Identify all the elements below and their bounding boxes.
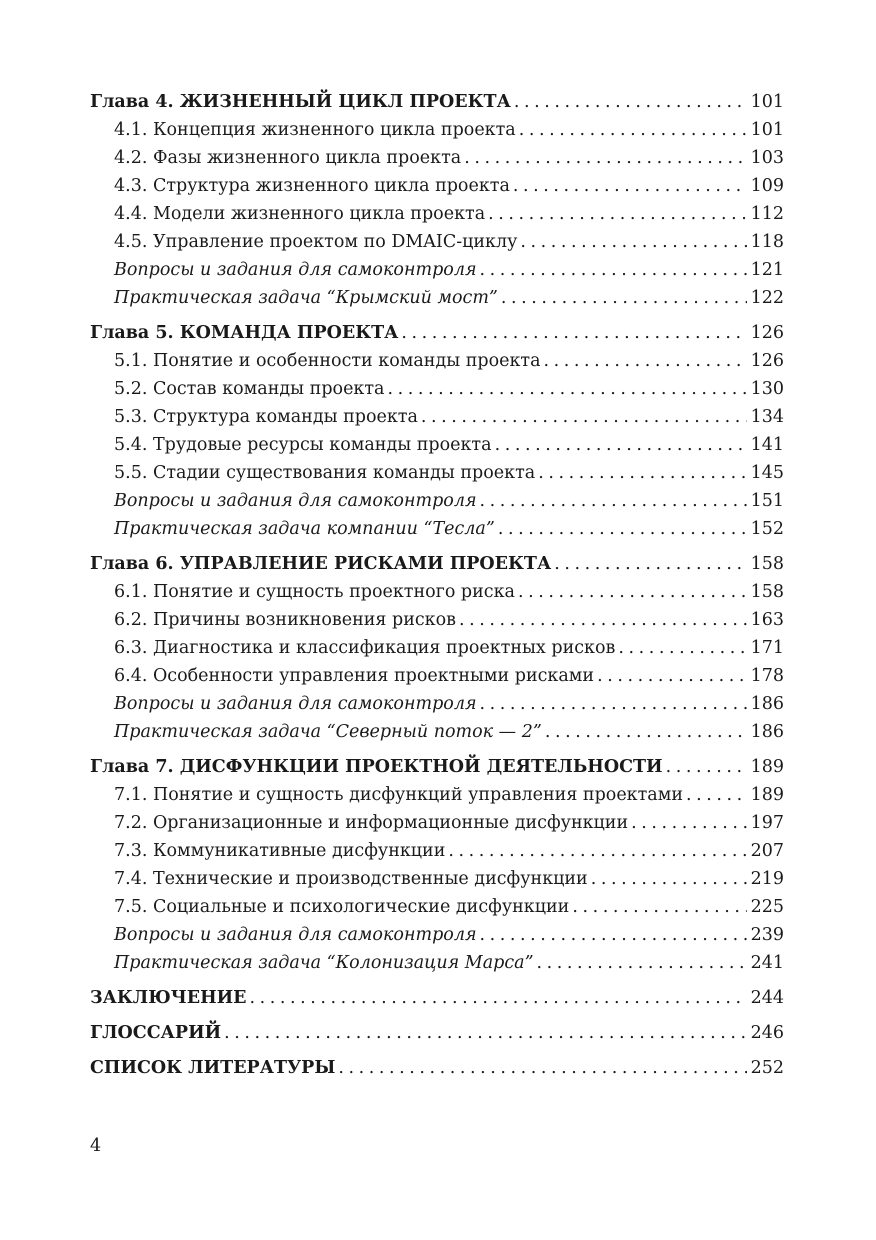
toc-section-entry [90,662,784,690]
toc-entry-title: Вопросы и задания для самоконтроля [114,491,477,511]
dot-leader [518,578,747,606]
toc-exercise-entry [90,921,784,949]
dot-leader [480,487,747,515]
toc-entry-title: Вопросы и задания для самоконтроля [114,260,477,280]
dot-leader [666,753,747,781]
toc-entry-title: 4.2. Фазы жизненного цикла проекта [114,148,462,168]
dot-leader [498,515,747,543]
dot-leader [459,606,747,634]
toc-section-entry [90,403,784,431]
toc-section-entry [90,837,784,865]
toc-entry-title: Глава 4. ЖИЗНЕННЫЙ ЦИКЛ ПРОЕКТА [90,92,511,112]
toc-entry-page: 197 [750,813,784,833]
toc-entry-page: 189 [750,757,784,777]
toc-entry-page: 178 [750,666,784,686]
toc-entry-title: 5.1. Понятие и особенности команды проекта [114,351,541,371]
toc-exercise-entry [90,256,784,284]
toc-entry-page: 241 [750,953,784,973]
toc-entry-title: 4.3. Структура жизненного цикла проекта [114,176,510,196]
toc-section-entry [90,459,784,487]
toc-entry-page: 112 [750,204,784,224]
toc-section-entry [90,347,784,375]
dot-leader [618,634,747,662]
toc-section-entry [90,578,784,606]
dot-leader [421,403,747,431]
toc-exercise-entry [90,949,784,977]
toc-entry-page: 118 [750,232,784,252]
toc-entry-title: 5.3. Структура команды проекта [114,407,418,427]
toc-entry-page: 122 [750,288,784,308]
toc-entry-title: 6.2. Причины возникновения рисков [114,610,457,630]
toc-entry-page: 134 [750,407,784,427]
toc-entry-page: 163 [750,610,784,630]
toc-entry-page: 126 [750,323,784,343]
toc-exercise-entry [90,284,784,312]
dot-leader [537,949,747,977]
toc-entry-title: 4.1. Концепция жизненного цикла проекта [114,120,516,140]
dot-leader [250,984,747,1012]
dot-leader [464,144,747,172]
toc-entry-page: 225 [750,897,784,917]
toc-section-entry [90,144,784,172]
toc-entry-page: 152 [750,519,784,539]
toc-backmatter-entry [90,1054,784,1082]
toc-section-entry [90,200,784,228]
dot-leader [572,893,747,921]
toc-entry-title: 7.3. Коммуникативные дисфункции [114,841,446,861]
toc-entry-page: 121 [750,260,784,280]
toc-section-entry [90,893,784,921]
toc-entry-title: 5.4. Трудовые ресурсы команды проекта [114,435,492,455]
dot-leader [513,172,747,200]
toc-entry-title: 7.1. Понятие и сущность дисфункций управления проектами [114,785,684,805]
toc-entry-page: 126 [750,351,784,371]
toc-exercise-entry [90,718,784,746]
toc-entry-title: 7.5. Социальные и психологические дисфункции [114,897,570,917]
toc-entry-title: Практическая задача “Северный поток — 2” [114,722,542,742]
dot-leader [631,809,747,837]
toc-backmatter-entry [90,1019,784,1047]
toc-entry-title: 6.1. Понятие и сущность проектного риска [114,582,515,602]
dot-leader [224,1019,747,1047]
toc-entry-page: 103 [750,148,784,168]
toc-entry-page: 101 [750,120,784,140]
dot-leader [338,1054,747,1082]
toc-section-entry [90,865,784,893]
toc-entry-title: 6.3. Диагностика и классификация проектных рисков [114,638,616,658]
table-of-contents [90,88,784,1082]
toc-chapter-entry [90,88,784,116]
toc-chapter-entry [90,319,784,347]
toc-entry-title: ГЛОССАРИЙ [90,1023,222,1043]
toc-chapter-entry [90,550,784,578]
toc-chapter-entry [90,753,784,781]
toc-section-entry [90,809,784,837]
toc-entry-title: 5.2. Состав команды проекта [114,379,385,399]
toc-entry-page: 219 [750,869,784,889]
dot-leader [448,837,747,865]
dot-leader [686,781,747,809]
toc-entry-title: Глава 5. КОМАНДА ПРОЕКТА [90,323,399,343]
dot-leader [514,88,747,116]
toc-section-entry [90,634,784,662]
toc-entry-title: Глава 6. УПРАВЛЕНИЕ РИСКАМИ ПРОЕКТА [90,554,552,574]
toc-section-entry [90,431,784,459]
dot-leader [401,319,747,347]
dot-leader [480,921,747,949]
toc-entry-page: 158 [750,554,784,574]
toc-section-entry [90,228,784,256]
dot-leader [538,459,747,487]
toc-entry-title: Практическая задача компании “Тесла” [114,519,495,539]
toc-section-entry [90,172,784,200]
toc-entry-page: 130 [750,379,784,399]
toc-entry-page: 186 [750,694,784,714]
toc-entry-title: ЗАКЛЮЧЕНИЕ [90,988,247,1008]
toc-entry-page: 186 [750,722,784,742]
toc-entry-page: 244 [750,988,784,1008]
toc-entry-title: Вопросы и задания для самоконтроля [114,694,477,714]
dot-leader [480,690,747,718]
toc-entry-title: Практическая задача “Крымский мост” [114,288,498,308]
toc-entry-title: 7.4. Технические и производственные дисфункции [114,869,588,889]
dot-leader [591,865,747,893]
toc-exercise-entry [90,690,784,718]
toc-section-entry [90,375,784,403]
dot-leader [488,200,747,228]
toc-entry-page: 189 [750,785,784,805]
toc-entry-title: Вопросы и задания для самоконтроля [114,925,477,945]
dot-leader [597,662,747,690]
toc-entry-page: 207 [750,841,784,861]
toc-exercise-entry [90,487,784,515]
toc-entry-title: 5.5. Стадии существования команды проекта [114,463,536,483]
dot-leader [544,347,747,375]
toc-entry-page: 145 [750,463,784,483]
toc-entry-page: 101 [750,92,784,112]
dot-leader [520,228,747,256]
toc-entry-page: 252 [750,1058,784,1078]
toc-entry-title: 4.5. Управление проектом по DMAIC-циклу [114,232,518,252]
toc-section-entry [90,606,784,634]
toc-entry-title: 6.4. Особенности управления проектными рисками [114,666,595,686]
toc-entry-title: 7.2. Организационные и информационные дисфункции [114,813,629,833]
page-number: 4 [90,1136,102,1156]
toc-entry-page: 151 [750,491,784,511]
toc-entry-page: 239 [750,925,784,945]
toc-backmatter-entry [90,984,784,1012]
toc-entry-title: 4.4. Модели жизненного цикла проекта [114,204,486,224]
dot-leader [387,375,747,403]
dot-leader [519,116,747,144]
toc-entry-title: Практическая задача “Колонизация Марса” [114,953,534,973]
dot-leader [501,284,747,312]
toc-entry-page: 246 [750,1023,784,1043]
toc-entry-title: СПИСОК ЛИТЕРАТУРЫ [90,1058,336,1078]
toc-section-entry [90,116,784,144]
toc-entry-title: Глава 7. ДИСФУНКЦИИ ПРОЕКТНОЙ ДЕЯТЕЛЬНОСТИ [90,757,663,777]
toc-section-entry [90,781,784,809]
toc-entry-page: 141 [750,435,784,455]
dot-leader [495,431,747,459]
dot-leader [545,718,747,746]
dot-leader [554,550,747,578]
toc-entry-page: 158 [750,582,784,602]
toc-exercise-entry [90,515,784,543]
toc-entry-page: 171 [750,638,784,658]
toc-entry-page: 109 [750,176,784,196]
dot-leader [480,256,747,284]
